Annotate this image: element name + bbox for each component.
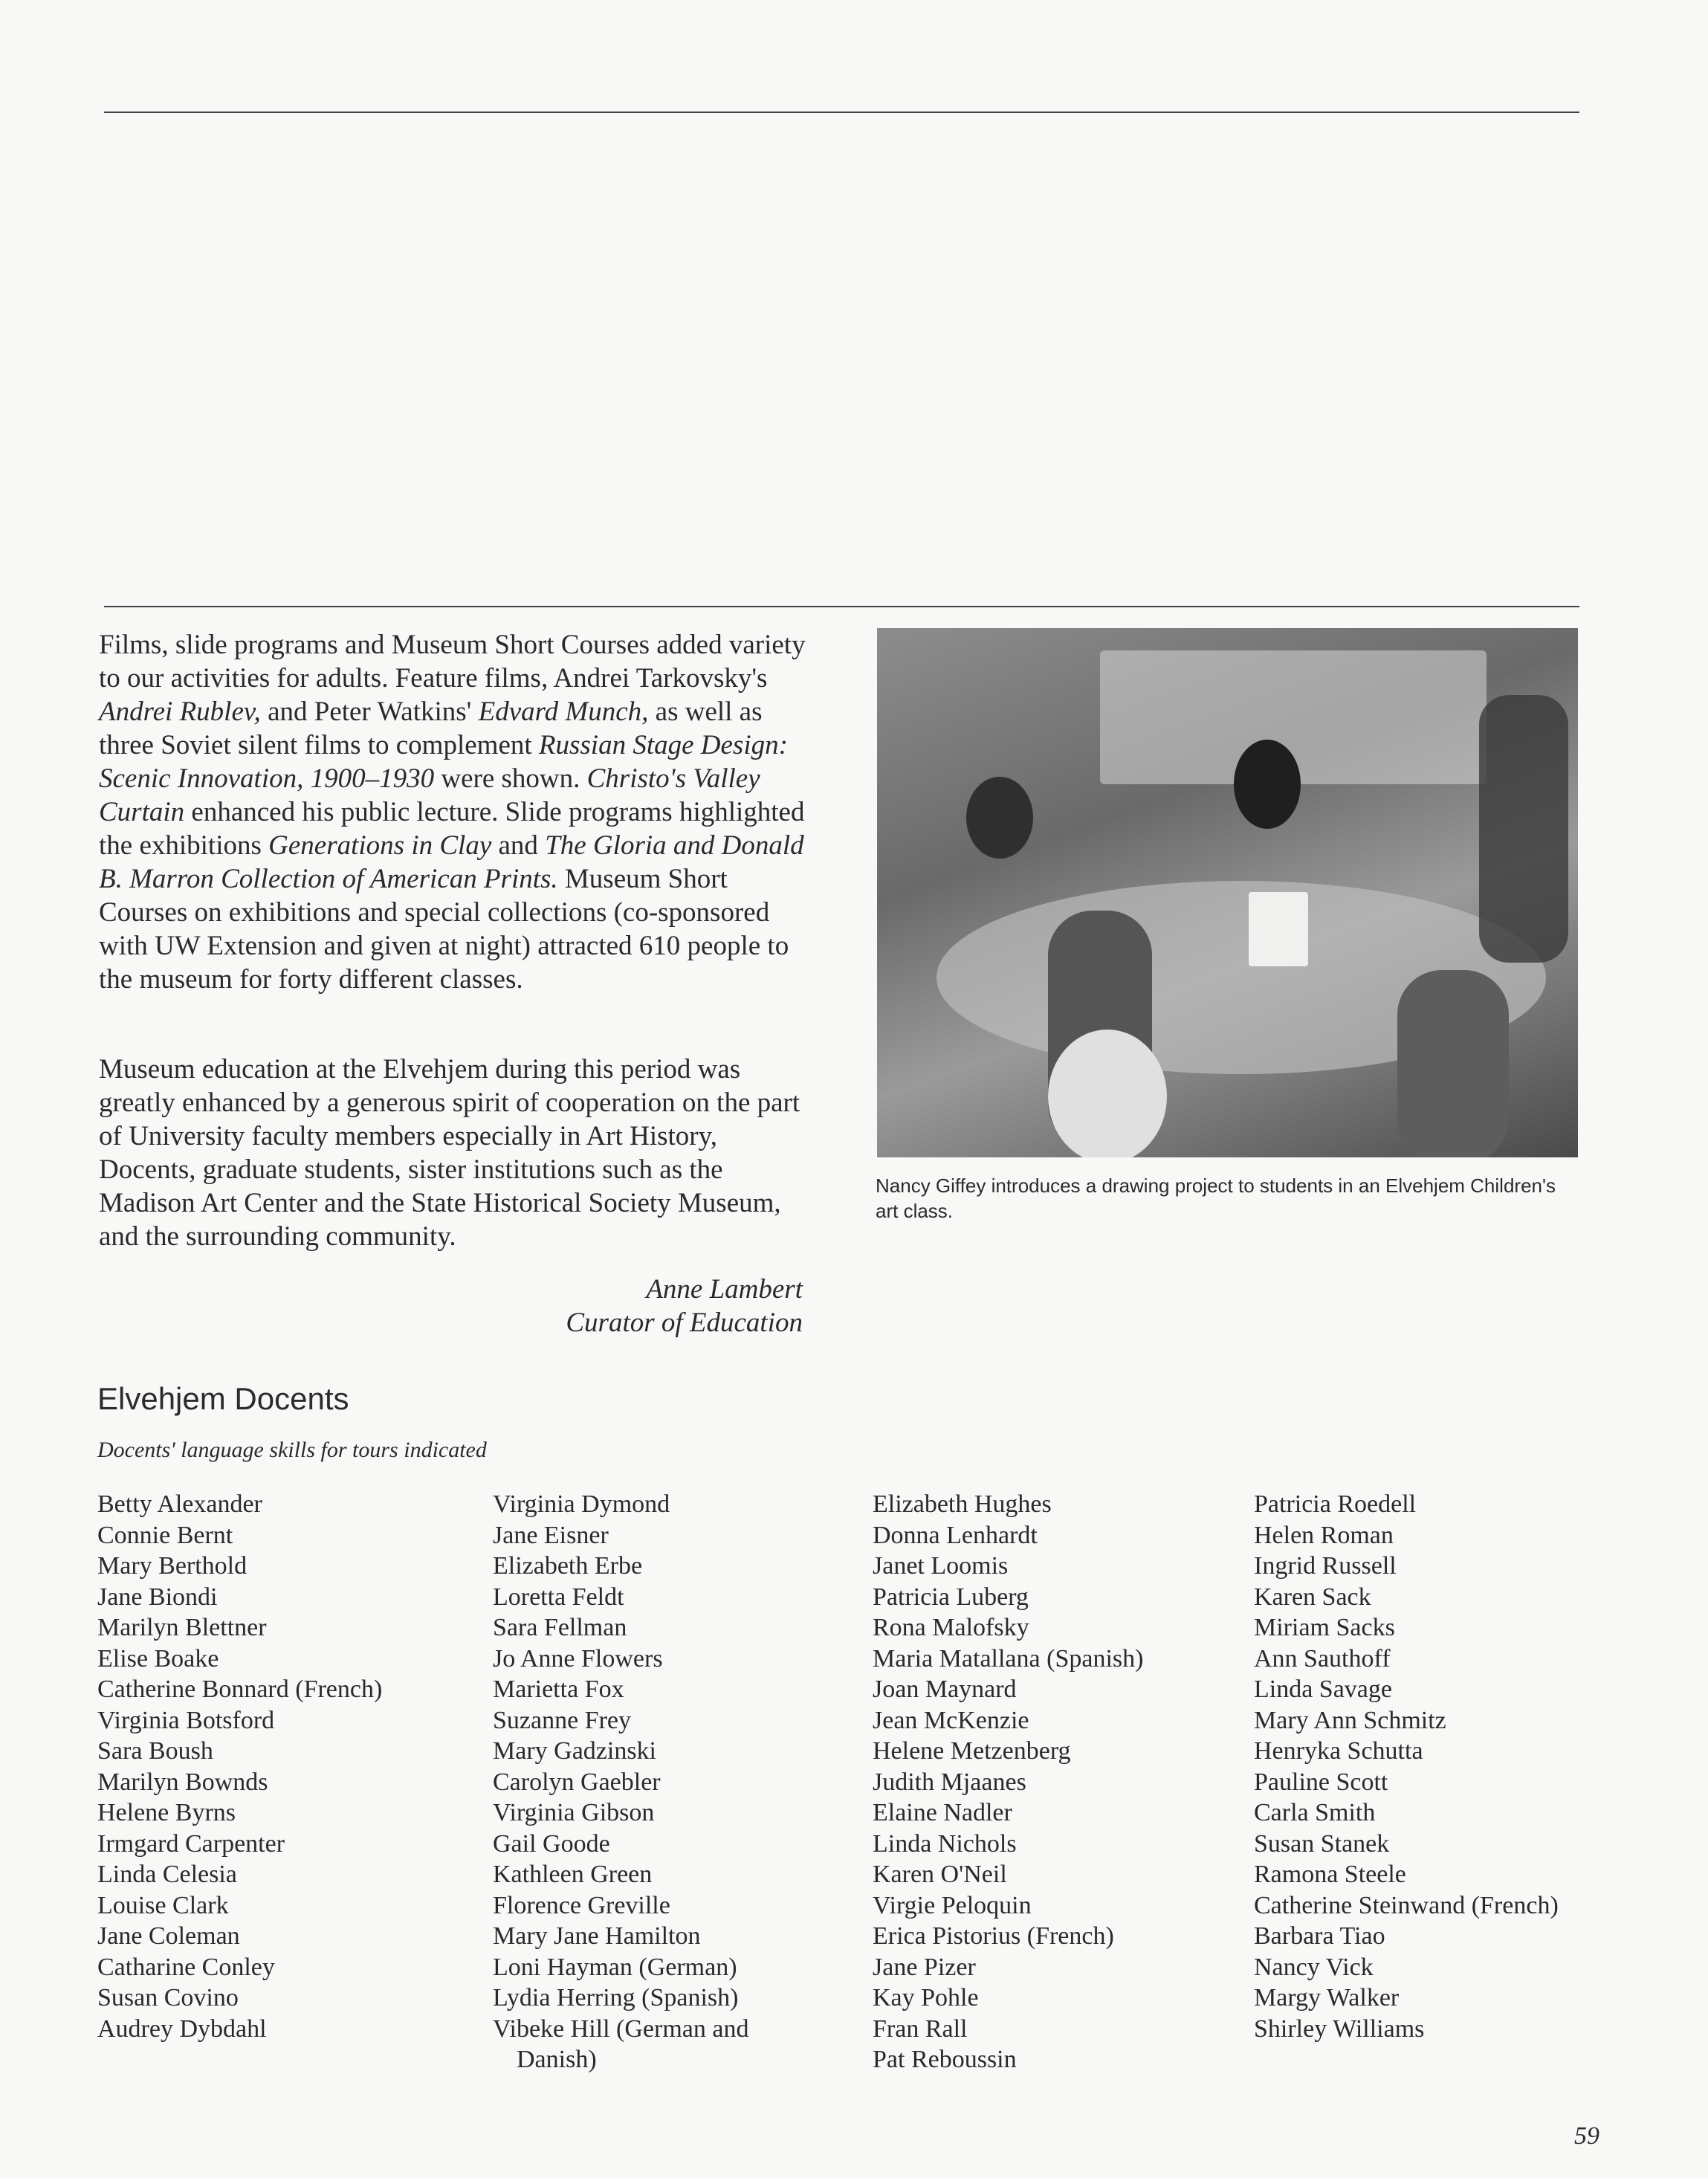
docent-name: Mary Berthold (97, 1552, 248, 1580)
docent-name: Elizabeth Hughes (873, 1490, 1052, 1518)
classroom-photo (877, 628, 1578, 1157)
docent-name-continuation: Danish) (517, 2046, 597, 2073)
docent-name: Virginia Gibson (493, 1799, 655, 1826)
docent-name: Pauline Scott (1254, 1768, 1388, 1796)
docents-subheading: Docents' language skills for tours indicated (97, 1438, 487, 1462)
signature-title: Curator of Education (566, 1308, 803, 1338)
docent-name: Jean McKenzie (873, 1706, 1029, 1734)
docents-heading: Elvehjem Docents (97, 1381, 349, 1416)
docent-name: Nancy Vick (1254, 1953, 1374, 1981)
docent-name: Judith Mjaanes (873, 1768, 1026, 1796)
docent-name: Kay Pohle (873, 1984, 979, 2011)
docent-name: Louise Clark (97, 1891, 229, 1919)
docent-name: Audrey Dybdahl (97, 2014, 267, 2043)
page-number: 59 (1574, 2122, 1599, 2150)
docent-name: Fran Rall (873, 2014, 968, 2043)
docent-name: Catherine Steinwand (French) (1254, 1891, 1559, 1919)
docent-name: Connie Bernt (97, 1521, 233, 1549)
docent-name: Carla Smith (1254, 1799, 1376, 1826)
education-paragraph: Museum education at the Elvehjem during this period was greatly enhanced by a generous spirit of cooperation on the part of University faculty members especially in Art History, Docents, graduate students, sister institutions such as the Madison Art Center and the State Historical Society Museum, and the surrounding community. (99, 1054, 800, 1252)
docent-name: Virginia Botsford (97, 1706, 275, 1734)
docent-name: Jane Eisner (493, 1521, 609, 1549)
docent-name: Lydia Herring (Spanish) (493, 1984, 739, 2011)
docent-name: Henryka Schutta (1254, 1737, 1423, 1765)
docent-name: Susan Covino (97, 1984, 239, 2011)
docent-name: Mary Jane Hamilton (493, 1922, 701, 1950)
docent-name: Marilyn Bownds (97, 1768, 268, 1796)
docent-name: Catharine Conley (97, 1953, 275, 1981)
docent-name: Karen O'Neil (873, 1861, 1007, 1888)
docent-name: Elise Boake (97, 1644, 219, 1673)
docent-name: Shirley Williams (1254, 2014, 1425, 2043)
docent-name: Jo Anne Flowers (493, 1644, 663, 1673)
docent-name: Patricia Roedell (1254, 1490, 1417, 1518)
docent-name: Maria Matallana (Spanish) (873, 1644, 1144, 1673)
docent-name: Virginia Dymond (493, 1490, 670, 1518)
docent-name: Joan Maynard (873, 1675, 1017, 1703)
docent-name: Helene Metzenberg (873, 1737, 1071, 1765)
docent-name: Carolyn Gaebler (493, 1768, 661, 1796)
docent-name: Erica Pistorius (French) (873, 1922, 1114, 1950)
docent-name: Jane Coleman (97, 1922, 240, 1950)
docent-name: Loni Hayman (German) (493, 1953, 737, 1981)
docent-name: Patricia Luberg (873, 1583, 1029, 1611)
docent-name: Susan Stanek (1254, 1829, 1390, 1858)
docent-name: Ingrid Russell (1254, 1552, 1397, 1580)
docent-name: Linda Savage (1254, 1675, 1392, 1703)
films-paragraph: Films, slide programs and Museum Short Courses added variety to our activities for adults. Feature films, Andrei Tarkovsky's Andrei Rublev, and Peter Watkins' Edvard Munch, as well as three Soviet silent films to complement Russian Stage Design: Scenic Innovation, 1900–1930 were shown. Christo's Valley Curtain enhanced his public lecture. Slide programs highlighted the exhibitions Generations in Clay and The Gloria and Donald B. Marron Collection of American Prints. Museum Short Courses on exhibitions and special collections (co-sponsored with UW Extension and given at night) attracted 610 people to the museum for forty different classes. (99, 630, 806, 995)
docent-name: Pat Reboussin (873, 2046, 1017, 2073)
docent-name (493, 2044, 864, 2075)
docent-name: Miriam Sacks (1254, 1614, 1395, 1641)
docent-name: Sara Fellman (493, 1614, 627, 1641)
docent-name: Vibeke Hill (German and (493, 2014, 749, 2043)
signature (520, 1273, 803, 1340)
docent-name: Marilyn Blettner (97, 1614, 267, 1641)
docents-column-4 (1254, 1489, 1581, 2044)
top-rule (104, 112, 1579, 113)
docent-name: Barbara Tiao (1254, 1922, 1385, 1950)
docents-column-3 (873, 1489, 1244, 2075)
docent-name: Elizabeth Erbe (493, 1552, 643, 1580)
docent-name: Marietta Fox (493, 1675, 624, 1703)
docent-name: Loretta Feldt (493, 1583, 624, 1611)
photo-caption: Nancy Giffey introduces a drawing project to students in an Elvehjem Children's art class. (876, 1174, 1556, 1222)
docent-name: Mary Ann Schmitz (1254, 1706, 1446, 1734)
docent-name: Gail Goode (493, 1829, 610, 1858)
docent-name: Jane Pizer (873, 1953, 976, 1981)
docent-name: Suzanne Frey (493, 1706, 632, 1734)
docent-name: Elaine Nadler (873, 1799, 1012, 1826)
docent-name: Janet Loomis (873, 1552, 1009, 1580)
docent-name: Donna Lenhardt (873, 1521, 1038, 1549)
signature-name: Anne Lambert (646, 1274, 803, 1305)
docent-name: Rona Malofsky (873, 1614, 1029, 1641)
docent-name: Kathleen Green (493, 1861, 653, 1888)
docent-name: Ann Sauthoff (1254, 1644, 1391, 1673)
docent-name: Virgie Peloquin (873, 1891, 1032, 1919)
docent-name: Helene Byrns (97, 1799, 236, 1826)
docent-name: Mary Gadzinski (493, 1737, 657, 1765)
docent-name: Irmgard Carpenter (97, 1829, 285, 1858)
docent-name: Linda Nichols (873, 1829, 1017, 1858)
docents-column-1 (97, 1489, 469, 2044)
section-rule (104, 606, 1579, 607)
docent-name: Margy Walker (1254, 1984, 1400, 2011)
docent-name: Catherine Bonnard (French) (97, 1675, 383, 1703)
docent-name: Jane Biondi (97, 1583, 218, 1611)
docent-name: Linda Celesia (97, 1861, 237, 1888)
docent-name: Sara Boush (97, 1737, 213, 1765)
docent-name: Betty Alexander (97, 1490, 262, 1518)
docent-name: Ramona Steele (1254, 1861, 1406, 1888)
docent-name: Helen Roman (1254, 1521, 1394, 1549)
docents-column-2 (493, 1489, 864, 2075)
docent-name: Florence Greville (493, 1891, 670, 1919)
docent-name: Karen Sack (1254, 1583, 1371, 1611)
